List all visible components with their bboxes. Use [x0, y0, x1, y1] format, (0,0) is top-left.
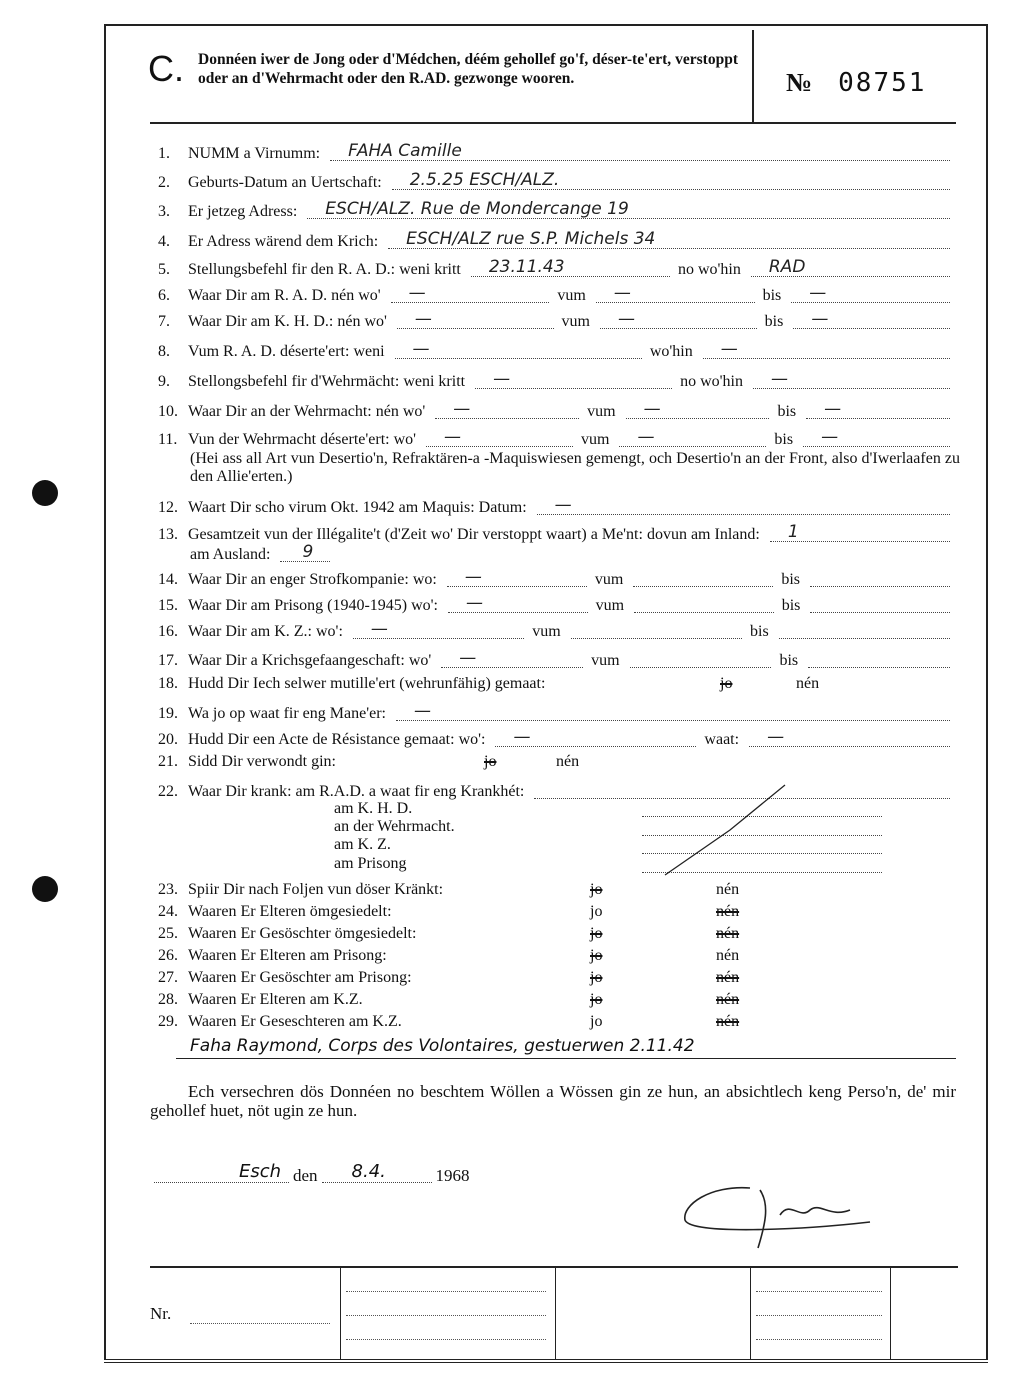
handwritten-entry: —: [770, 369, 788, 389]
option-jo[interactable]: jo: [484, 753, 497, 770]
row-field[interactable]: [770, 521, 950, 542]
row-field[interactable]: [703, 338, 950, 359]
declaration-text: Ech versechren dös Donnéen no beschtem Wöllen a Wössen gin ze hun, an absichtlech keng Perso'n, de' mir gehollef huet, nöt ugin ze hun.: [150, 1082, 956, 1120]
row-label: Er jetzeg Adress:: [188, 203, 298, 220]
form-row-28: [158, 990, 958, 1010]
row-label: Wa jo op waat fir eng Mane'er:: [188, 705, 386, 722]
row-number: 29.: [158, 1013, 178, 1030]
row-label: Stellongsbefehl fir d'Wehrmächt: weni kritt: [188, 373, 466, 390]
place-value: Esch: [239, 1161, 282, 1182]
handwritten-entry: —: [618, 309, 635, 329]
option-nen[interactable]: nén: [716, 881, 740, 898]
row-field[interactable]: [791, 282, 950, 303]
row-number: 5.: [158, 261, 170, 278]
table-field[interactable]: [756, 1290, 882, 1292]
row-number: 24.: [158, 903, 178, 920]
form-row-23: [158, 880, 958, 900]
form-row-4: [158, 228, 958, 252]
row-number: 3.: [158, 203, 170, 220]
row-label: NUMM a Virnumm:: [188, 145, 321, 162]
row-label: Spiir Dir nach Foljen vun döser Kränkt:: [188, 881, 444, 898]
number-symbol: №: [786, 68, 813, 97]
row-number: 27.: [158, 969, 178, 986]
year-label: 1968: [435, 1166, 470, 1185]
row22-sub-wehrmacht: an der Wehrmacht.: [334, 818, 455, 835]
handwritten-entry: 23.11.43: [488, 257, 565, 277]
handwritten-entry: —: [513, 727, 531, 747]
option-jo[interactable]: jo: [590, 881, 603, 898]
row-field[interactable]: [619, 426, 766, 447]
form-number: [786, 68, 926, 98]
handwritten-entry: —: [824, 399, 842, 419]
row-label: bis: [777, 403, 797, 420]
handwritten-entry: 1: [787, 522, 799, 542]
row-field[interactable]: [441, 647, 583, 668]
row-label: bis: [774, 431, 794, 448]
row-label: waat:: [704, 731, 740, 748]
form-row-2: [158, 169, 958, 193]
row-label: Waar Dir a Krichsgefaangeschaft: wo': [188, 652, 432, 669]
row-label: Waart Dir scho virum Okt. 1942 am Maquis: Datum:: [188, 499, 527, 516]
form-row-3: [158, 198, 958, 222]
handwritten-entry: 2.5.25 ESCH/ALZ.: [409, 170, 560, 190]
form-row-11: [158, 426, 958, 450]
handwritten-entry: —: [821, 427, 839, 447]
form-row-21: [158, 752, 958, 772]
row-label: vum: [594, 571, 624, 588]
row-number: 10.: [158, 403, 178, 420]
table-divider: [890, 1268, 891, 1360]
form-row-17: [158, 647, 958, 671]
row-label: vum: [591, 652, 620, 669]
row-label: bis: [781, 571, 800, 588]
row-label: Waar Dir am K. Z.: wo':: [188, 623, 343, 640]
row-field[interactable]: [793, 308, 950, 329]
handwritten-entry: —: [444, 427, 462, 447]
abroad-value: 9: [302, 542, 314, 562]
option-jo[interactable]: jo: [720, 675, 733, 692]
row29-handwritten-line[interactable]: [176, 1034, 956, 1059]
row-label: vum: [580, 431, 610, 448]
row-field[interactable]: [447, 566, 587, 587]
row-label: Er Adress wärend dem Krich:: [188, 233, 379, 250]
row-label: Hudd Dir Iech selwer mutille'ert (wehrunfähig) gemaat:: [188, 675, 546, 692]
handwritten-entry: —: [412, 339, 430, 359]
row29-handwritten: Faha Raymond, Corps des Volontaires, gestuerwen 2.11.42: [190, 1036, 695, 1056]
row-label: vum: [595, 597, 625, 614]
table-divider: [750, 1268, 751, 1360]
row-number: 26.: [158, 947, 178, 964]
row-label: Geburts-Datum an Uertschaft:: [188, 174, 382, 191]
handwritten-entry: —: [466, 593, 483, 613]
form-title: Donnéen iwer de Jong oder d'Médchen, déém gehollef go'f, déser-te'ert, verstoppt oder an d'Wehrmacht oder den R.AD. gezwonge wooren.: [198, 51, 738, 87]
option-nen[interactable]: nén: [796, 675, 820, 692]
row22-sub-prisong: am Prisong: [334, 855, 407, 872]
row-number: 9.: [158, 373, 170, 390]
row-label: Hudd Dir een Acte de Résistance gemaat: wo':: [188, 731, 486, 748]
row-label: bis: [779, 652, 799, 669]
handwritten-entry: —: [459, 648, 477, 668]
form-row-24: [158, 902, 958, 922]
option-nen[interactable]: nén: [716, 1013, 740, 1030]
form-row-14: [158, 566, 958, 590]
option-nen[interactable]: nén: [716, 947, 740, 964]
table-field[interactable]: [756, 1338, 882, 1340]
handwritten-entry: —: [370, 619, 388, 639]
nr-field[interactable]: [190, 1322, 330, 1324]
row11-note: (Hei ass all Art vun Desertio'n, Refraktären-a -Maquiswiesen gemengt, och Desertio'n an der Front, also d'Iwerlaafen zu den Allie'erten.): [190, 450, 960, 485]
row-number: 2.: [158, 174, 170, 191]
row-label: bis: [762, 287, 782, 304]
form-row-6: [158, 282, 958, 306]
handwritten-entry: —: [413, 701, 431, 721]
row-field[interactable]: [596, 282, 755, 303]
option-nen[interactable]: nén: [716, 925, 740, 942]
row-field[interactable]: [810, 592, 950, 613]
row-field[interactable]: [448, 592, 588, 613]
table-field[interactable]: [346, 1290, 546, 1292]
row-label: Waaren Er Elteren ömgesiedelt:: [188, 903, 392, 920]
row-field[interactable]: [307, 198, 950, 219]
row-field[interactable]: [571, 618, 742, 639]
row-label: Waaren Er Elteren am Prisong:: [188, 947, 387, 964]
row-label: no wo'hin: [680, 373, 743, 390]
row-label: Waaren Er Elteren am K.Z.: [188, 991, 363, 1008]
row-number: 17.: [158, 652, 178, 669]
handwritten-entry: —: [637, 427, 655, 447]
row-label: vum: [532, 623, 561, 640]
row-number: 12.: [158, 499, 178, 516]
row-number: 6.: [158, 287, 170, 304]
form-row-10: [158, 398, 958, 422]
row-number: 8.: [158, 343, 170, 360]
row-label: Waaren Er Gesöschter ömgesiedelt:: [188, 925, 417, 942]
row-label: Waaren Er Gesöschter am Prisong:: [188, 969, 412, 986]
row-field[interactable]: [779, 618, 950, 639]
handwritten-entry: ESCH/ALZ rue S.P. Michels 34: [406, 229, 656, 249]
handwritten-entry: —: [720, 339, 738, 359]
handwritten-entry: —: [554, 495, 572, 515]
row-field[interactable]: [634, 592, 774, 613]
table-field[interactable]: [346, 1338, 546, 1340]
row-field[interactable]: [475, 368, 672, 389]
row13-abroad: [190, 541, 390, 565]
row-number: 19.: [158, 705, 178, 722]
row-label: Waar Dir an der Wehrmacht: nén wo': [188, 403, 426, 420]
section-letter: C.: [148, 48, 184, 89]
option-jo[interactable]: jo: [590, 947, 603, 964]
row-number: 16.: [158, 623, 178, 640]
row-field[interactable]: [630, 647, 772, 668]
row-field[interactable]: [397, 308, 554, 329]
row-label: Waar Dir am K. H. D.: nén wo': [188, 313, 387, 330]
row-field[interactable]: [388, 228, 950, 249]
option-jo[interactable]: jo: [590, 903, 603, 920]
row-number: 15.: [158, 597, 178, 614]
table-divider: [555, 1268, 556, 1360]
form-row-5: [158, 256, 958, 280]
row-label: vum: [587, 403, 616, 420]
row-field[interactable]: [435, 398, 579, 419]
table-field[interactable]: [346, 1314, 546, 1316]
handwritten-entry: FAHA Camille: [348, 141, 462, 161]
row-number: 22.: [158, 783, 178, 800]
handwritten-entry: RAD: [768, 257, 806, 277]
footer-table: [150, 1266, 958, 1360]
option-jo[interactable]: jo: [590, 969, 603, 986]
row-field[interactable]: [426, 426, 573, 447]
row-label: bis: [750, 623, 769, 640]
punch-hole-icon: [32, 876, 58, 902]
row-label: Waaren Er Geseschteren am K.Z.: [188, 1013, 402, 1030]
row-field[interactable]: [537, 494, 950, 515]
option-nen[interactable]: nén: [556, 753, 580, 770]
row-field[interactable]: [806, 398, 950, 419]
row-number: 11.: [158, 431, 178, 448]
form-row-16: [158, 618, 958, 642]
handwritten-entry: —: [767, 727, 785, 747]
handwritten-entry: —: [414, 309, 432, 329]
handwritten-entry: —: [493, 369, 511, 389]
option-nen[interactable]: nén: [716, 969, 740, 986]
strike-slash-icon: [660, 780, 790, 880]
handwritten-entry: —: [408, 283, 426, 303]
abroad-label: am Ausland:: [190, 546, 271, 563]
option-nen[interactable]: nén: [716, 991, 740, 1008]
row-label: wo'hin: [649, 343, 693, 360]
form-row-18: [158, 674, 958, 694]
row-label: vum: [557, 287, 586, 304]
row-field[interactable]: [600, 308, 757, 329]
place-date-line: [150, 1161, 470, 1186]
form-row-25: [158, 924, 958, 944]
row-label: no wo'hin: [677, 261, 741, 278]
row22-sub-kz: am K. Z.: [334, 836, 391, 853]
handwritten-entry: —: [811, 309, 829, 329]
nr-label: Nr.: [150, 1304, 172, 1323]
date-field[interactable]: [322, 1161, 432, 1183]
row-label: Sidd Dir verwondt gin:: [188, 753, 336, 770]
row-number: 4.: [158, 233, 170, 250]
form-row-19: [158, 700, 958, 724]
form-number-value: 08751: [838, 68, 927, 98]
option-jo[interactable]: jo: [590, 925, 603, 942]
row-field[interactable]: [353, 618, 524, 639]
row-label: vum: [561, 313, 590, 330]
row-field[interactable]: [330, 140, 950, 161]
row-number: 25.: [158, 925, 178, 942]
row-number: 7.: [158, 313, 170, 330]
row-label: Waar Dir am R. A. D. nén wo': [188, 287, 381, 304]
form-row-12: [158, 494, 958, 518]
row-label: Gesamtzeit vun der Illégalite't (d'Zeit wo' Dir verstoppt waart) a Me'nt: dovun am Inland:: [188, 526, 760, 543]
row-field[interactable]: [395, 338, 642, 359]
form-row-9: [158, 368, 958, 392]
row-label: Waar Dir am Prisong (1940-1945) wo':: [188, 597, 438, 614]
form-row-15: [158, 592, 958, 616]
row-label: Vun der Wehrmacht déserte'ert: wo': [188, 431, 417, 448]
row-field[interactable]: [391, 282, 550, 303]
handwritten-entry: ESCH/ALZ. Rue de Mondercange 19: [325, 199, 629, 219]
form-row-8: [158, 338, 958, 362]
handwritten-entry: —: [643, 399, 661, 419]
row-label: bis: [764, 313, 784, 330]
row-number: 20.: [158, 731, 178, 748]
form-row-7: [158, 308, 958, 332]
form-row-29: [158, 1012, 958, 1032]
row-field[interactable]: [392, 169, 950, 190]
row-field[interactable]: [753, 368, 950, 389]
handwritten-entry: —: [464, 567, 482, 587]
row-label: Stellungsbefehl fir den R. A. D.: weni kritt: [188, 261, 461, 278]
abroad-field[interactable]: [280, 541, 330, 562]
row-field[interactable]: [749, 726, 950, 747]
row-label: Waar Dir an enger Strofkompanie: wo:: [188, 571, 437, 588]
row-field[interactable]: [396, 700, 950, 721]
row-field[interactable]: [495, 726, 696, 747]
table-field[interactable]: [756, 1314, 882, 1316]
row-number: 23.: [158, 881, 178, 898]
row-field[interactable]: [471, 256, 670, 277]
row-number: 21.: [158, 753, 178, 770]
header-rule: [150, 122, 956, 124]
form-row-1: [158, 140, 958, 164]
row-number: 14.: [158, 571, 178, 588]
row-label: Waar Dir krank: am R.A.D. a waat fir eng Krankhét:: [188, 783, 525, 800]
place-field[interactable]: [154, 1161, 289, 1183]
option-jo[interactable]: jo: [590, 991, 603, 1008]
handwritten-entry: —: [453, 399, 471, 419]
option-nen[interactable]: nén: [716, 903, 740, 920]
header-divider: [752, 30, 754, 122]
row-label: Vum R. A. D. déserte'ert: weni: [188, 343, 385, 360]
row-number: 13.: [158, 526, 178, 543]
row-field[interactable]: [626, 398, 770, 419]
form-row-22: [158, 778, 958, 802]
row-label: bis: [781, 597, 801, 614]
signature-icon: [680, 1180, 900, 1250]
row-number: 28.: [158, 991, 178, 1008]
date-value: 8.4.: [351, 1161, 386, 1182]
den-label: den: [293, 1166, 318, 1185]
row-field[interactable]: [810, 566, 950, 587]
table-divider: [340, 1268, 341, 1360]
row-field[interactable]: [633, 566, 773, 587]
form-row-27: [158, 968, 958, 988]
row-field[interactable]: [808, 647, 950, 668]
form-row-26: [158, 946, 958, 966]
row-field[interactable]: [803, 426, 950, 447]
form-row-20: [158, 726, 958, 750]
row-number: 1.: [158, 145, 170, 162]
row22-sub-khd: am K. H. D.: [334, 800, 413, 817]
row-field[interactable]: [751, 256, 950, 277]
row-number: 18.: [158, 675, 178, 692]
option-jo[interactable]: jo: [590, 1013, 603, 1030]
handwritten-entry: —: [809, 283, 827, 303]
punch-hole-icon: [32, 480, 58, 506]
handwritten-entry: —: [613, 283, 631, 303]
signature: [680, 1180, 900, 1255]
